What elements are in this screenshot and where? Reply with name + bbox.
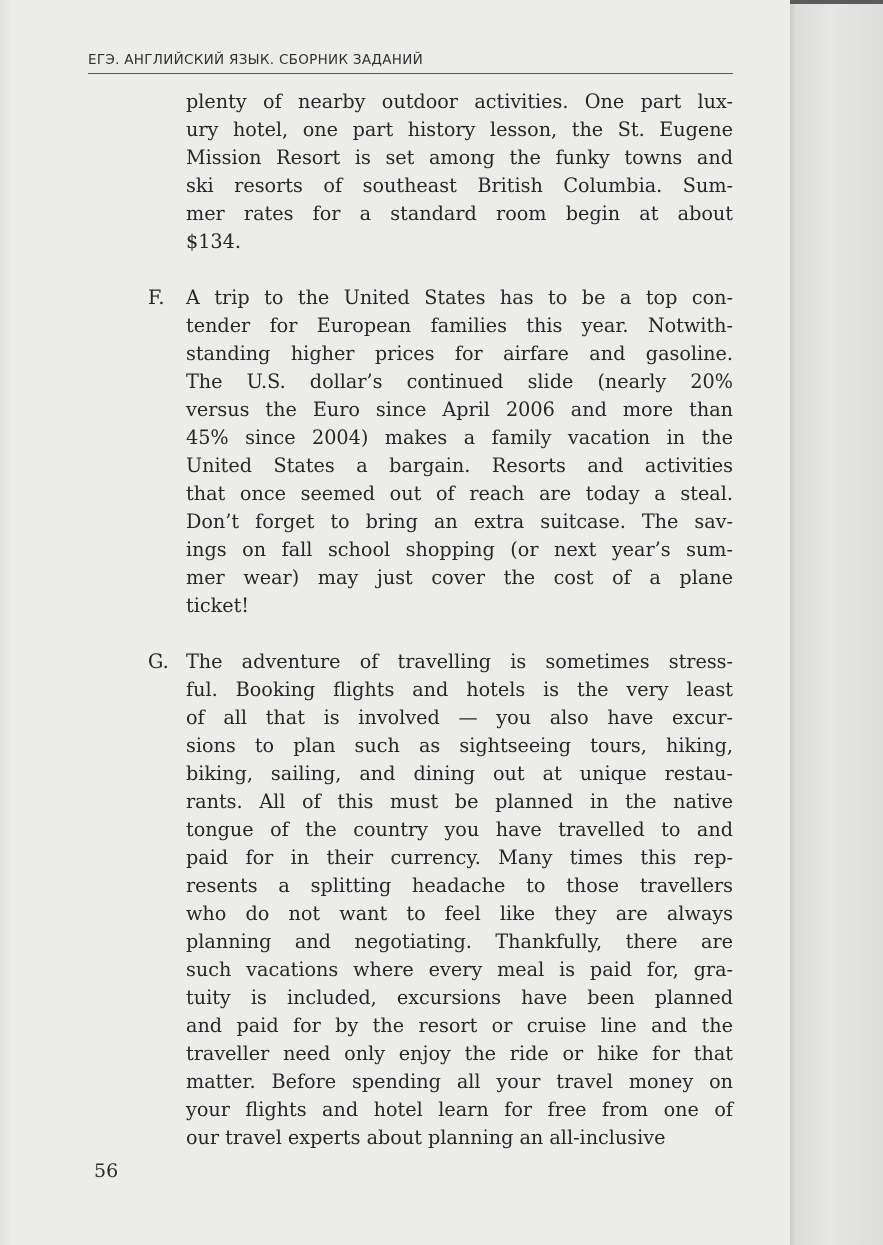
text-line: The adventure of travelling is sometimes stress- — [186, 650, 733, 673]
text-line: rants. All of this must be planned in the native — [186, 790, 733, 813]
text-line: resents a splitting headache to those travellers — [186, 874, 733, 897]
text-line: A trip to the United States has to be a top con- — [186, 286, 733, 309]
text-line: biking, sailing, and dining out at unique restau- — [186, 762, 733, 785]
text-line: versus the Euro since April 2006 and more than — [186, 398, 733, 421]
text-line: ings on fall school shopping (or next year’s sum- — [186, 538, 733, 561]
text-line: ticket! — [186, 594, 249, 617]
text-line: 45% since 2004) makes a family vacation in the — [186, 426, 733, 449]
text-line: $134. — [186, 230, 241, 253]
text-line: traveller need only enjoy the ride or hike for that — [186, 1042, 733, 1065]
text-line: ury hotel, one part history lesson, the St. Eugene — [186, 118, 733, 141]
header-rule — [88, 73, 733, 74]
paragraph-e-continuation — [186, 88, 733, 256]
next-page-edge — [790, 0, 883, 1245]
text-line: tuity is included, excursions have been planned — [186, 986, 733, 1009]
text-line: and paid for by the resort or cruise line and the — [186, 1014, 733, 1037]
text-line: that once seemed out of reach are today a steal. — [186, 482, 733, 505]
text-line: mer rates for a standard room begin at about — [186, 202, 733, 225]
text-line: The U.S. dollar’s continued slide (nearly 20% — [186, 370, 733, 393]
text-line: paid for in their currency. Many times this rep- — [186, 846, 733, 869]
page-number: 56 — [94, 1160, 119, 1182]
text-line: your flights and hotel learn for free from one of — [186, 1098, 733, 1121]
text-line: Mission Resort is set among the funky towns and — [186, 146, 733, 169]
paragraph-f — [186, 284, 733, 620]
scan-dark-corner — [790, 0, 883, 4]
text-line: planning and negotiating. Thankfully, there are — [186, 930, 733, 953]
text-line: of all that is involved — you also have excur- — [186, 706, 733, 729]
paragraph-g — [186, 648, 733, 1152]
text-line: ful. Booking flights and hotels is the very least — [186, 678, 733, 701]
running-head: ЕГЭ. АНГЛИЙСКИЙ ЯЗЫК. СБОРНИК ЗАДАНИЙ — [88, 52, 424, 68]
text-line: sions to plan such as sightseeing tours, hiking, — [186, 734, 733, 757]
text-line: ski resorts of southeast British Columbia. Sum- — [186, 174, 733, 197]
text-line: who do not want to feel like they are always — [186, 902, 733, 925]
text-line: United States a bargain. Resorts and activities — [186, 454, 733, 477]
paragraph-g-letter: G. — [148, 650, 169, 673]
text-line: matter. Before spending all your travel money on — [186, 1070, 733, 1093]
text-line: Don’t forget to bring an extra suitcase. The sav- — [186, 510, 733, 533]
text-line: our travel experts about planning an all-inclusive — [186, 1126, 666, 1149]
text-line: standing higher prices for airfare and gasoline. — [186, 342, 733, 365]
text-line: mer wear) may just cover the cost of a plane — [186, 566, 733, 589]
page-gutter-shade — [0, 0, 12, 1245]
text-line: plenty of nearby outdoor activities. One part lux- — [186, 90, 733, 113]
text-line: tongue of the country you have travelled to and — [186, 818, 733, 841]
paragraph-f-letter: F. — [148, 286, 165, 309]
text-line: such vacations where every meal is paid for, gra- — [186, 958, 733, 981]
text-line: tender for European families this year. Notwith- — [186, 314, 733, 337]
